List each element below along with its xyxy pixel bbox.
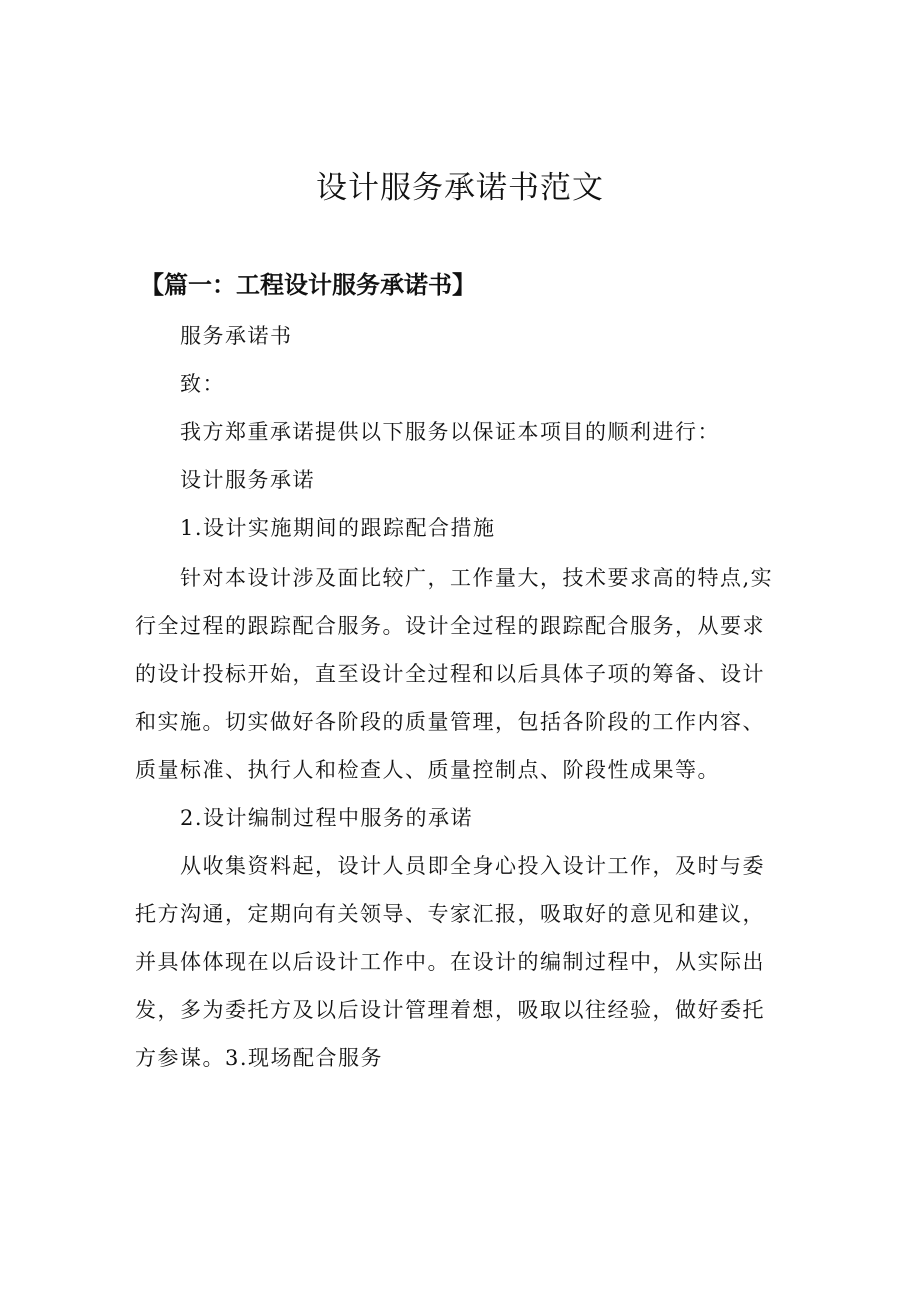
paragraph-line: 针对本设计涉及面比较广，工作量大，技术要求高的特点,实 [180, 566, 774, 590]
paragraph-line: 发，多为委托方及以后设计管理着想，吸取以往经验，做好委托 [135, 998, 765, 1022]
paragraph-line: 并具体体现在以后设计工作中。在设计的编制过程中，从实际出 [135, 950, 765, 974]
section-heading: 【篇一：工程设计服务承诺书】 [140, 271, 476, 299]
paragraph-line: 从收集资料起，设计人员即全身心投入设计工作，及时与委 [180, 854, 765, 878]
paragraph-line: 2.设计编制过程中服务的承诺 [180, 806, 474, 830]
paragraph-line: 服务承诺书 [180, 324, 293, 348]
paragraph-line: 行全过程的跟踪配合服务。设计全过程的跟踪配合服务，从要求 [135, 614, 765, 638]
paragraph-line: 设计服务承诺 [180, 468, 315, 492]
paragraph-line: 托方沟通，定期向有关领导、专家汇报，吸取好的意见和建议， [135, 902, 765, 926]
paragraph-line: 我方郑重承诺提供以下服务以保证本项目的顺利进行： [180, 420, 720, 444]
paragraph-line: 的设计投标开始，直至设计全过程和以后具体子项的筹备、设计 [135, 662, 765, 686]
paragraph-line: 方参谋。3.现场配合服务 [135, 1046, 384, 1070]
paragraph-line: 致： [180, 372, 225, 396]
paragraph-line: 和实施。切实做好各阶段的质量管理，包括各阶段的工作内容、 [135, 710, 765, 734]
paragraph-line: 1.设计实施期间的跟踪配合措施 [180, 516, 496, 540]
paragraph-line: 质量标准、执行人和检查人、质量控制点、阶段性成果等。 [135, 758, 720, 782]
document-title: 设计服务承诺书范文 [316, 170, 604, 206]
